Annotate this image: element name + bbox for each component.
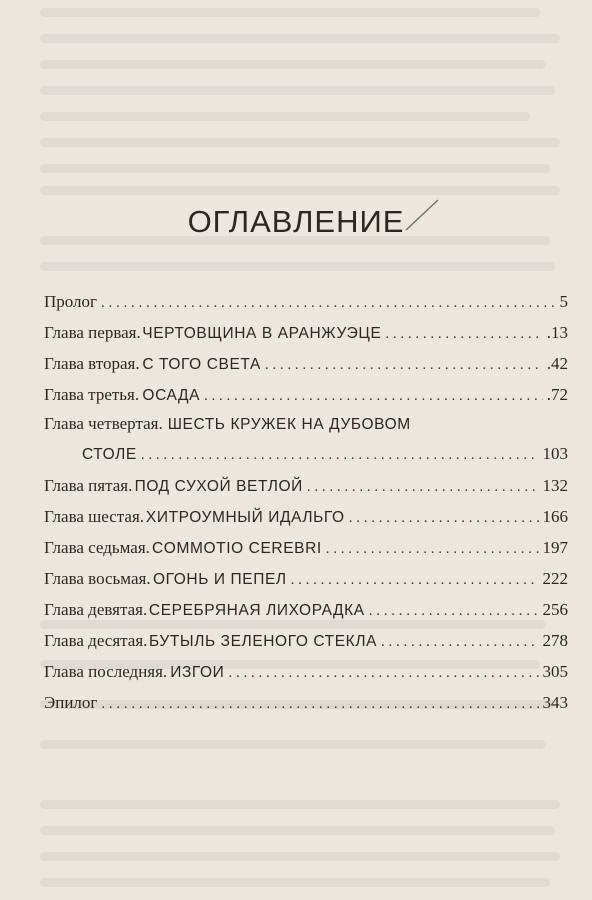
pencil-mark-icon xyxy=(402,196,442,236)
entry-title: С ТОГО СВЕТА xyxy=(142,356,261,373)
toc-entry-chapter-4-cont[interactable] xyxy=(44,438,568,470)
toc-list xyxy=(44,286,568,718)
entry-title: ХИТРОУМНЫЙ ИДАЛЬГО xyxy=(145,509,345,526)
dot-leader xyxy=(265,350,543,381)
toc-entry-prologue[interactable] xyxy=(44,286,568,317)
entry-prefix: Глава шестая. xyxy=(44,507,145,526)
dot-leader xyxy=(349,503,539,534)
dot-leader xyxy=(228,658,538,689)
entry-page: 103 xyxy=(542,444,568,463)
entry-title: ОГОНЬ И ПЕПЕЛ xyxy=(152,571,287,588)
entry-prefix: Глава первая. xyxy=(44,323,141,342)
entry-title: ИЗГОИ xyxy=(170,664,225,681)
entry-prefix: Глава вторая. xyxy=(44,354,140,373)
dot-leader xyxy=(385,319,542,350)
toc-entry-chapter-6[interactable] xyxy=(44,501,568,532)
entry-title: ПОД СУХОЙ ВЕТЛОЙ xyxy=(134,478,303,495)
toc-entry-chapter-4[interactable] xyxy=(44,410,568,438)
entry-page: .13 xyxy=(546,323,568,342)
entry-prefix: Глава девятая. xyxy=(44,600,148,619)
entry-prefix: Глава восьмая. xyxy=(44,569,151,588)
toc-entry-chapter-5[interactable] xyxy=(44,470,568,501)
entry-page: 5 xyxy=(559,292,568,311)
entry-prefix: Эпилог xyxy=(44,693,98,712)
dot-leader xyxy=(381,627,538,658)
toc-entry-chapter-9[interactable] xyxy=(44,594,568,625)
toc-entry-chapter-10[interactable] xyxy=(44,625,568,656)
entry-title: ЧЕРТОВЩИНА В АРАНЖУЭЦЕ xyxy=(142,325,382,342)
toc-entry-chapter-3[interactable] xyxy=(44,379,568,410)
dot-leader xyxy=(326,534,539,565)
entry-page: 222 xyxy=(542,569,568,588)
toc-entry-epilogue[interactable] xyxy=(44,687,568,718)
dot-leader xyxy=(204,381,543,412)
entry-page: .42 xyxy=(546,354,568,373)
toc-entry-chapter-7[interactable] xyxy=(44,532,568,563)
toc-entry-chapter-last[interactable] xyxy=(44,656,568,687)
toc-entry-chapter-8[interactable] xyxy=(44,563,568,594)
entry-title: ОСАДА xyxy=(142,387,201,404)
dot-leader xyxy=(307,472,539,503)
entry-page: .72 xyxy=(546,385,568,404)
entry-prefix: Глава третья. xyxy=(44,385,140,404)
entry-title: ШЕСТЬ КРУЖЕК НА ДУБОВОМ xyxy=(167,416,411,433)
entry-prefix: Пролог xyxy=(44,292,98,311)
entry-prefix: Глава десятая. xyxy=(44,631,148,650)
entry-page: 197 xyxy=(542,538,568,557)
toc-entry-chapter-2[interactable] xyxy=(44,348,568,379)
entry-page: 166 xyxy=(542,507,568,526)
toc-heading: ОГЛАВЛЕНИЕ xyxy=(187,204,405,239)
entry-prefix: Глава пятая. xyxy=(44,476,133,495)
entry-title: COMMOTIO CEREBRI xyxy=(152,540,322,557)
entry-title: БУТЫЛЬ ЗЕЛЕНОГО СТЕКЛА xyxy=(148,633,378,650)
entry-page: 278 xyxy=(542,631,568,650)
entry-page: 256 xyxy=(542,600,568,619)
dot-leader xyxy=(101,689,538,720)
dot-leader xyxy=(141,439,539,471)
entry-title-line2: СТОЛЕ xyxy=(82,446,137,463)
entry-page: 305 xyxy=(542,662,568,681)
dot-leader xyxy=(291,565,539,596)
entry-title: СЕРЕБРЯНАЯ ЛИХОРАДКА xyxy=(148,602,365,619)
entry-page: 343 xyxy=(542,693,568,712)
entry-page: 132 xyxy=(542,476,568,495)
entry-prefix: Глава четвертая. xyxy=(44,414,163,433)
dot-leader xyxy=(101,288,555,319)
dot-leader xyxy=(369,596,539,627)
entry-prefix: Глава седьмая. xyxy=(44,538,150,557)
entry-prefix: Глава последняя. xyxy=(44,662,168,681)
toc-entry-chapter-1[interactable] xyxy=(44,317,568,348)
